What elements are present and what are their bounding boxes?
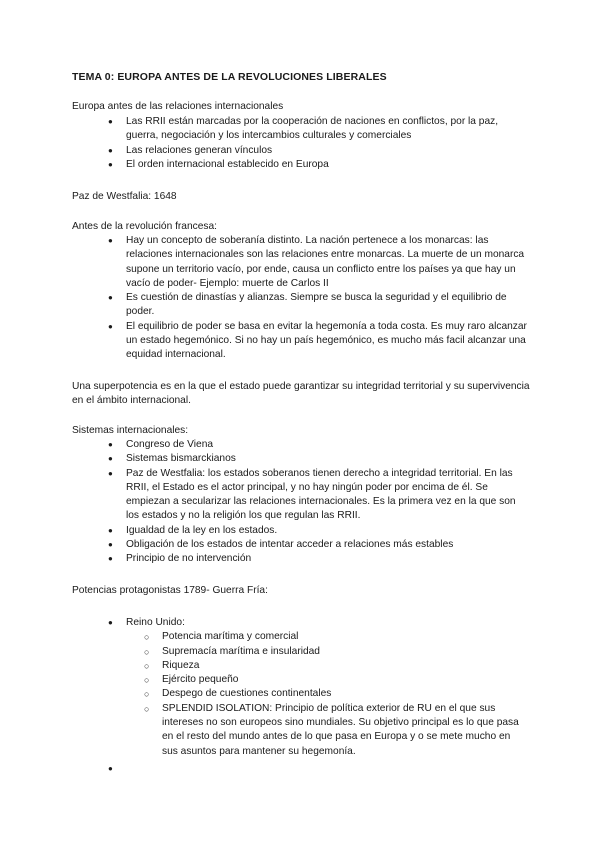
- westfalia-date: Paz de Westfalia: 1648: [72, 191, 177, 202]
- bullet-list-revolucion: [108, 234, 528, 363]
- bullet-list-europa: [108, 115, 528, 172]
- sub-list-reino-unido: [108, 630, 528, 759]
- section-heading-sistemas: Sistemas internacionales:: [72, 425, 189, 436]
- empty-bullet-icon: ●: [108, 764, 113, 773]
- superpotencia-paragraph: Una superpotencia es en la que el estado puede garantizar su integridad territorial y su supervivencia en el ámbito internacional.: [72, 381, 530, 407]
- sub-list-item: ○ Despego de cuestiones continentales: [108, 687, 528, 701]
- list-item: ● Sistemas bismarckianos: [108, 452, 528, 466]
- list-item: ● Paz de Westfalia: los estados soberanos tienen derecho a integridad territorial. En las RRII, el Estado es el actor principal, y no hay ningún poder por encima de él. Se empiezan a secularizar las relaciones internacionales. Es la primera vez en la que son los estados y no la religión los que regulan las RRII.: [108, 467, 528, 524]
- bullet-list-potencias: [108, 616, 528, 759]
- list-item: ● Las relaciones generan vínculos: [108, 144, 528, 158]
- list-item-label: Reino Unido:: [126, 617, 185, 628]
- list-item: ● Hay un concepto de soberanía distinto. La nación pertenece a los monarcas: las relaciones internacionales son las relaciones entre monarcas. La muerte de un monarca supone un territorio vacío, por ende, causa un conflicto entre los países ya que hay un vacío de poder- Ejemplo: muerte de Carlos II: [108, 234, 528, 291]
- sub-list-item: ○ Ejército pequeño: [108, 673, 528, 687]
- section-heading-europa: Europa antes de las relaciones internacionales: [72, 101, 284, 112]
- list-item: ● Congreso de Viena: [108, 438, 528, 452]
- list-item: ● El equilibrio de poder se basa en evitar la hegemonía a toda costa. Es muy raro alcanzar un estado hegemónico. Si no hay un país hegemónico, es mucho más facil alcanzar una equidad internacional.: [108, 320, 528, 363]
- sub-list-item: ○ Potencia marítima y comercial: [108, 630, 528, 644]
- document-title: TEMA 0: EUROPA ANTES DE LA REVOLUCIONES LIBERALES: [72, 71, 387, 83]
- bullet-list-sistemas: [108, 438, 528, 567]
- list-item: ● El orden internacional establecido en Europa: [108, 158, 528, 172]
- list-item: ● Obligación de los estados de intentar acceder a relaciones más estables: [108, 538, 528, 552]
- list-item: ● Principio de no intervención: [108, 552, 528, 566]
- sub-list-item: ○ SPLENDID ISOLATION: Principio de política exterior de RU en el que sus intereses no son europeos sino mundiales. Su objetivo principal es lo que pasa en el resto del mundo antes de lo que pasa en Europa y o se mete mucho en sus asuntos para mantener su hegemonía.: [108, 702, 528, 759]
- section-heading-potencias: Potencias protagonistas 1789- Guerra Fría:: [72, 585, 268, 596]
- list-item: ● Igualdad de la ley en los estados.: [108, 524, 528, 538]
- list-item: ● Es cuestión de dinastías y alianzas. Siempre se busca la seguridad y el equilibrio de poder.: [108, 291, 528, 320]
- list-item: ● Las RRII están marcadas por la cooperación de naciones en conflictos, por la paz, guerra, negociación y los intercambios culturales y comerciales: [108, 115, 528, 144]
- sub-list-item: ○ Supremacía marítima e insularidad: [108, 645, 528, 659]
- section-heading-revolucion: Antes de la revolución francesa:: [72, 221, 217, 232]
- sub-list-item: ○ Riqueza: [108, 659, 528, 673]
- list-item-reino-unido: [108, 616, 528, 759]
